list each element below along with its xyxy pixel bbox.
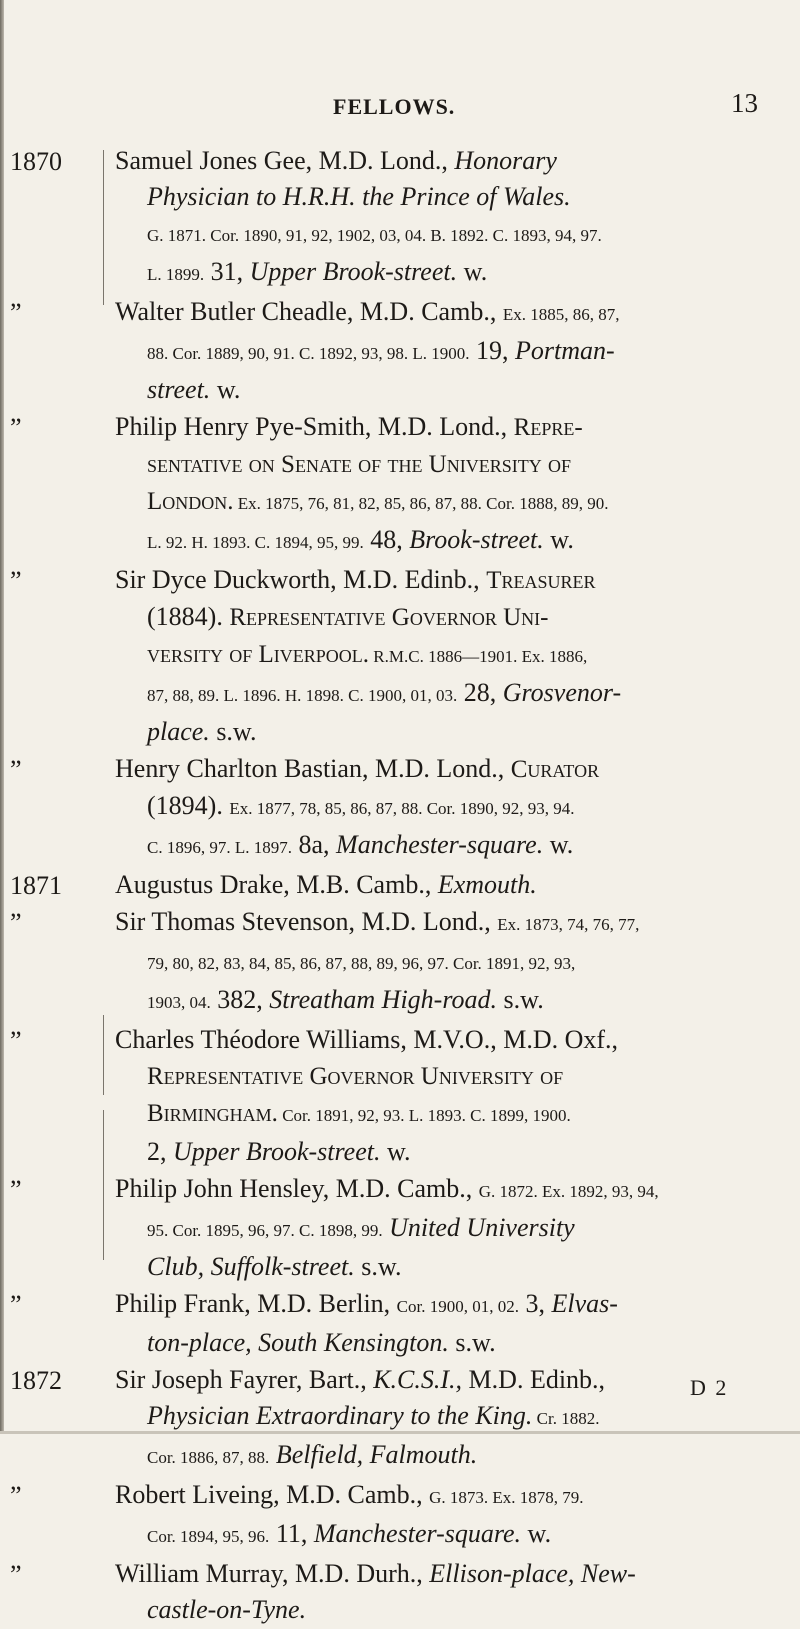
entry-line xyxy=(115,446,775,483)
italic-text: Upper Brook-street. xyxy=(173,1137,381,1166)
entry-line xyxy=(115,1556,775,1592)
entry-text xyxy=(115,409,775,561)
italic-text: Honorary xyxy=(454,146,557,175)
entry-line xyxy=(115,372,775,408)
entry-text-run: 382, xyxy=(210,985,270,1014)
entry-text xyxy=(115,1556,775,1628)
entry-line xyxy=(115,143,775,179)
entry-line xyxy=(115,1210,775,1249)
entry-text-run: Samuel Jones Gee, M.D. Lond., xyxy=(115,146,455,175)
office-dates: Cor. 1891, 92, 93. L. 1893. C. 1899, 1900. xyxy=(277,1106,571,1125)
office-title: London. xyxy=(147,488,234,515)
entry-line xyxy=(115,675,775,714)
italic-text: street. xyxy=(147,375,211,404)
entry-line xyxy=(115,751,775,788)
entry-year: 1872 xyxy=(10,1366,62,1395)
office-title: Birmingham. xyxy=(147,1100,278,1127)
office-dates: G. 1871. Cor. 1890, 91, 92, 1902, 03, 04. B. 1892. C. 1893, 94, 97. xyxy=(147,226,602,245)
entry-text-run: 28, xyxy=(457,678,503,707)
italic-text: Physician to H.R.H. the Prince of Wales. xyxy=(147,182,571,211)
entry-line xyxy=(115,562,775,599)
entry-text-run: Robert Liveing, M.D. Camb., xyxy=(115,1480,430,1509)
entry-year: ” xyxy=(10,1175,22,1204)
signature-mark: D 2 xyxy=(690,1375,729,1400)
entry-text-run: s.w. xyxy=(448,1328,496,1357)
entry-line xyxy=(115,254,775,293)
entry-text-run: William Murray, M.D. Durh., xyxy=(115,1559,430,1588)
entry-year: ” xyxy=(10,1290,22,1319)
entry-line xyxy=(115,599,775,636)
office-dates: Cr. 1882. xyxy=(532,1409,600,1428)
fellow-entry xyxy=(0,409,800,561)
entry-line xyxy=(115,943,775,982)
entry-year: ” xyxy=(10,908,22,937)
italic-text: ton-place, South Kensington. xyxy=(147,1328,449,1357)
entry-text-run: M.D. Edinb., xyxy=(462,1365,606,1394)
office-dates: G. 1873. Ex. 1878, 79. xyxy=(429,1488,584,1507)
entry-line xyxy=(115,483,775,522)
office-dates: L. 92. H. 1893. C. 1894, 95, 99. xyxy=(147,533,364,552)
office-title: Representative Governor University of xyxy=(147,1063,564,1090)
entry-line xyxy=(115,636,775,675)
entry-year: ” xyxy=(10,1560,22,1589)
italic-text: castle-on-Tyne. xyxy=(147,1595,307,1624)
entry-text-run: 2, xyxy=(147,1137,173,1166)
entry-line xyxy=(115,522,775,561)
entry-year: ” xyxy=(10,298,22,327)
fellow-entry xyxy=(0,1477,800,1555)
fellow-entry xyxy=(0,1171,800,1285)
fellow-entry xyxy=(0,1556,800,1628)
entry-text-run: Henry Charlton Bastian, M.D. Lond., xyxy=(115,754,511,783)
entry-line xyxy=(115,1022,775,1058)
entry-text-run: Sir Dyce Duckworth, M.D. Edinb., xyxy=(115,565,487,594)
office-dates: Cor. 1894, 95, 96. xyxy=(147,1527,270,1546)
entry-text-run: Augustus Drake, M.B. Camb., xyxy=(115,870,438,899)
entry-text-run: 31, xyxy=(204,257,250,286)
entry-line xyxy=(115,1249,775,1285)
italic-text: Physician Extraordinary to the King. xyxy=(147,1401,533,1430)
entry-line xyxy=(115,904,775,943)
entry-line xyxy=(115,1362,775,1398)
entry-text-run: s.w. xyxy=(209,717,257,746)
entry-text xyxy=(115,294,775,408)
entry-text-run: Sir Joseph Fayrer, Bart., xyxy=(115,1365,374,1394)
entry-line xyxy=(115,1516,775,1555)
entry-text-run: w. xyxy=(210,375,241,404)
entry-text xyxy=(115,751,775,866)
office-dates: 87, 88, 89. L. 1896. H. 1898. C. 1900, 01, 03. xyxy=(147,686,458,705)
italic-text: Grosvenor- xyxy=(502,678,622,707)
entry-text-run: s.w. xyxy=(496,985,544,1014)
entry-text-run: Philip Henry Pye-Smith, M.D. Lond., xyxy=(115,412,514,441)
entry-text-run: Walter Butler Cheadle, M.D. Camb., xyxy=(115,297,503,326)
running-head: FELLOWS. xyxy=(333,94,456,119)
entry-text xyxy=(115,1477,775,1555)
entry-text-run: Sir Thomas Stevenson, M.D. Lond., xyxy=(115,907,498,936)
fellow-entry xyxy=(0,867,800,903)
entry-line xyxy=(115,179,775,215)
entry-line xyxy=(115,982,775,1021)
entry-line xyxy=(115,409,775,446)
italic-text: Brook-street. xyxy=(409,525,544,554)
entry-year: ” xyxy=(10,413,22,442)
fellow-entry xyxy=(0,904,800,1021)
italic-text: United University xyxy=(389,1213,575,1242)
entry-text-run: (1884). xyxy=(147,602,230,631)
entry-text-run: w. xyxy=(521,1519,552,1548)
office-dates: 88. Cor. 1889, 90, 91. C. 1892, 93, 98. L. 1900. xyxy=(147,344,470,363)
entry-line xyxy=(115,1286,775,1325)
entry-line xyxy=(115,333,775,372)
entry-line xyxy=(115,1592,775,1628)
office-dates: Cor. 1900, 01, 02. xyxy=(396,1297,519,1316)
entry-text xyxy=(115,1171,775,1285)
entry-line xyxy=(115,215,775,254)
office-title: Representative Governor Uni- xyxy=(229,604,549,631)
office-title: Treasurer xyxy=(486,567,596,594)
fellow-entry xyxy=(0,294,800,408)
entry-text xyxy=(115,562,775,750)
entry-text-run: 8a, xyxy=(291,830,337,859)
entry-line xyxy=(115,788,775,827)
entry-year: 1871 xyxy=(10,871,62,900)
fellow-entry xyxy=(0,562,800,750)
entry-text-run: s.w. xyxy=(354,1252,402,1281)
entry-line xyxy=(115,1437,775,1476)
entry-text-run: (1894). xyxy=(147,791,230,820)
office-title: Repre- xyxy=(513,414,583,441)
italic-text: Exmouth. xyxy=(437,870,537,899)
entry-line xyxy=(115,1058,775,1095)
fellow-entry xyxy=(0,751,800,866)
italic-text: Club, Suffolk-street. xyxy=(147,1252,355,1281)
fellow-entry xyxy=(0,143,800,293)
page-header xyxy=(0,88,800,128)
office-dates: 79, 80, 82, 83, 84, 85, 86, 87, 88, 89, 96, 97. Cor. 1891, 92, 93, xyxy=(147,954,576,973)
entry-year: ” xyxy=(10,755,22,784)
entry-line xyxy=(115,1134,775,1170)
italic-text: Portman- xyxy=(515,336,615,365)
italic-text: Elvas- xyxy=(551,1289,618,1318)
entry-text-run: w. xyxy=(457,257,488,286)
entry-line xyxy=(115,867,775,903)
entry-text xyxy=(115,1022,775,1170)
italic-text: Manchester-square. xyxy=(313,1519,522,1548)
fellow-entry xyxy=(0,1286,800,1361)
office-dates: G. 1872. Ex. 1892, 93, 94, xyxy=(478,1182,659,1201)
entry-text xyxy=(115,867,775,903)
entry-year: ” xyxy=(10,566,22,595)
italic-text: place. xyxy=(147,717,210,746)
office-dates: Ex. 1877, 78, 85, 86, 87, 88. Cor. 1890, 92, 93, 94. xyxy=(229,799,575,818)
office-dates: Ex. 1875, 76, 81, 82, 85, 86, 87, 88. Cor. 1888, 89, 90. xyxy=(233,494,609,513)
office-dates: R.M.C. 1886—1901. Ex. 1886, xyxy=(369,647,588,666)
italic-text: Belfield, Falmouth. xyxy=(275,1440,478,1469)
entry-text-run: 3, xyxy=(518,1289,552,1318)
entry-text-run: w. xyxy=(380,1137,411,1166)
entry-year: ” xyxy=(10,1481,22,1510)
entry-line xyxy=(115,1325,775,1361)
office-dates: 1903, 04. xyxy=(147,993,211,1012)
fellows-list xyxy=(0,143,800,1629)
office-dates: Cor. 1886, 87, 88. xyxy=(147,1448,270,1467)
italic-text: Ellison-place, New- xyxy=(429,1559,636,1588)
italic-text: Streatham High-road. xyxy=(269,985,497,1014)
fellow-entry xyxy=(0,1362,800,1476)
office-title: versity of Liverpool. xyxy=(147,641,370,668)
entry-line xyxy=(115,294,775,333)
entry-line xyxy=(115,1171,775,1210)
office-dates: Ex. 1885, 86, 87, xyxy=(502,305,620,324)
entry-text xyxy=(115,1362,775,1476)
entry-line xyxy=(115,827,775,866)
page-number: 13 xyxy=(731,88,758,118)
entry-text-run: Philip Frank, M.D. Berlin, xyxy=(115,1289,397,1318)
entry-text-run: 19, xyxy=(469,336,516,365)
office-title: sentative on Senate of the University of xyxy=(147,451,571,478)
office-dates: Ex. 1873, 74, 76, 77, xyxy=(497,915,640,934)
entry-line xyxy=(115,1095,775,1134)
fellow-entry xyxy=(0,1022,800,1170)
entry-text-run: 11, xyxy=(269,1519,314,1548)
office-dates: L. 1899. xyxy=(147,265,205,284)
italic-text: K.C.S.I., xyxy=(373,1365,463,1394)
entry-text-run: w. xyxy=(543,525,574,554)
entry-text-run: Charles Théodore Williams, M.V.O., M.D. Oxf., xyxy=(115,1025,619,1054)
entry-year: ” xyxy=(10,1026,22,1055)
italic-text: Upper Brook-street. xyxy=(249,257,458,286)
entry-line xyxy=(115,714,775,750)
office-dates: C. 1896, 97. L. 1897. xyxy=(147,838,292,857)
entry-text-run: w. xyxy=(543,830,574,859)
office-dates: 95. Cor. 1895, 96, 97. C. 1898, 99. xyxy=(147,1221,383,1240)
entry-text xyxy=(115,143,775,293)
entry-text xyxy=(115,904,775,1021)
entry-text-run: Philip John Hensley, M.D. Camb., xyxy=(115,1174,479,1203)
office-title: Curator xyxy=(510,756,600,783)
entry-line xyxy=(115,1477,775,1516)
entry-year: 1870 xyxy=(10,147,62,176)
entry-text xyxy=(115,1286,775,1361)
entry-text-run: 48, xyxy=(363,525,410,554)
italic-text: Manchester-square. xyxy=(336,830,544,859)
